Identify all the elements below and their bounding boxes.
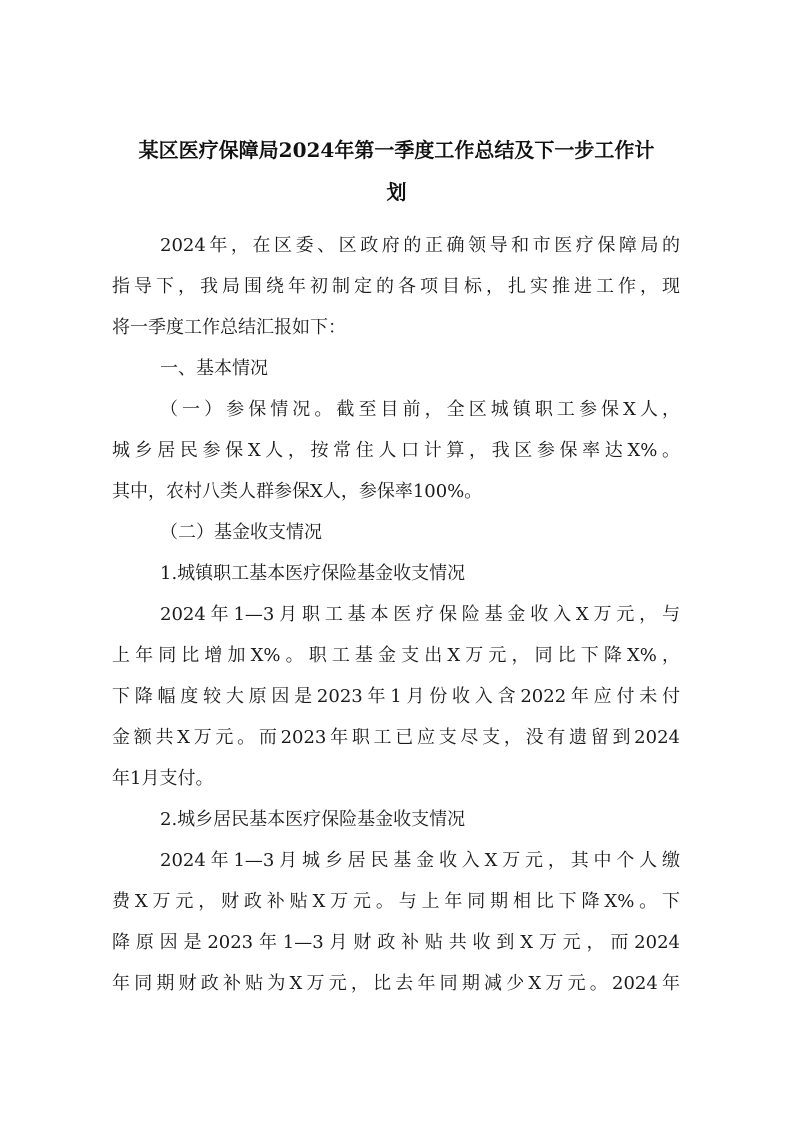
paragraph-enrollment-line-3: 其中，农村八类人群参保X人，参保率100%。 [112,481,483,502]
subheading-employee-fund: 1.城镇职工基本医疗保险基金收支情况 [160,563,466,584]
paragraph-intro-line-2: 指导下，我局围绕年初制定的各项目标，扎实推进工作，现 [112,276,680,297]
paragraph-enrollment-line-1: （一）参保情况。截至目前，全区城镇职工参保X人， [160,399,680,420]
paragraph-enrollment-line-2: 城乡居民参保X人，按常住人口计算，我区参保率达X%。 [112,440,680,461]
subheading-resident-fund: 2.城乡居民基本医疗保险基金收支情况 [160,809,466,830]
paragraph-employee-line-5: 年1月支付。 [112,768,214,789]
paragraph-intro-line-3: 将一季度工作总结汇报如下： [112,317,346,338]
paragraph-employee-line-1: 2024年1—3月职工基本医疗保险基金收入X万元，与 [160,604,680,625]
paragraph-resident-line-4: 年同期财政补贴为X万元，比去年同期减少X万元。2024年 [112,973,680,994]
paragraph-resident-line-1: 2024年1—3月城乡居民基金收入X万元，其中个人缴 [160,850,680,871]
paragraph-resident-line-2: 费X万元，财政补贴X万元。与上年同期相比下降X%。下 [112,891,680,912]
paragraph-employee-line-2: 上年同比增加X%。职工基金支出X万元，同比下降X%， [112,645,680,666]
paragraph-employee-line-4: 金额共X万元。而2023年职工已应支尽支，没有遗留到2024 [112,727,680,748]
document-title-line-1: 某区医疗保障局2024年第一季度工作总结及下一步工作计 [138,138,655,162]
document-title-line-2: 划 [386,180,407,204]
section-heading-basic: 一、基本情况 [160,358,268,379]
paragraph-employee-line-3: 下降幅度较大原因是2023年1月份收入含2022年应付未付 [112,686,680,707]
paragraph-intro-line-1: 2024年，在区委、区政府的正确领导和市医疗保障局的 [160,235,680,256]
paragraph-resident-line-3: 降原因是2023年1—3月财政补贴共收到X万元，而2024 [112,932,680,953]
subheading-fund: （二）基金收支情况 [160,522,322,543]
